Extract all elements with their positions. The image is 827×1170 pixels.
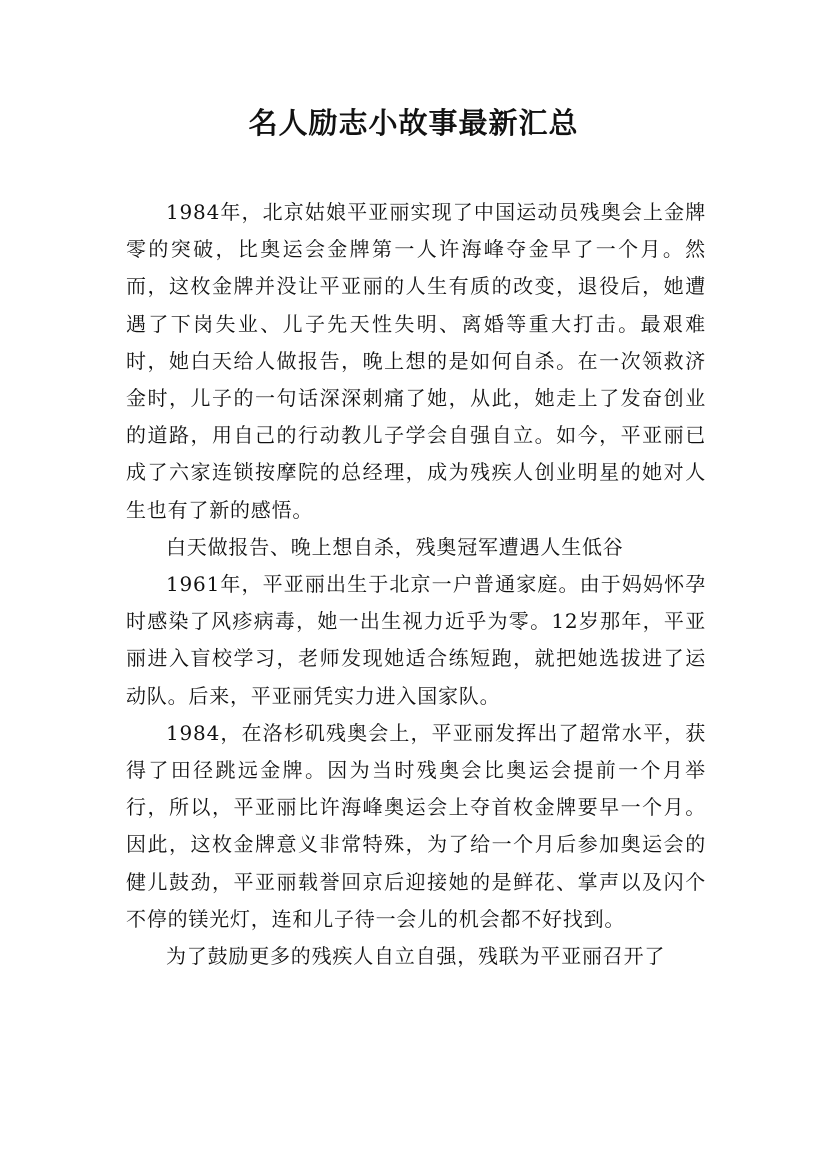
document-body	[126, 194, 706, 975]
paragraph-3: 1984，在洛杉矶残奥会上，平亚丽发挥出了超常水平，获得了田径跳远金牌。因为当时残奥会比奥运会提前一个月举行，所以，平亚丽比许海峰奥运会上夺首枚金牌要早一个月。因此，这枚金牌意义非常特殊，为了给一个月后参加奥运会的健儿鼓劲，平亚丽载誉回京后迎接她的是鲜花、掌声以及闪个不停的镁光灯，连和儿子待一会儿的机会都不好找到。	[126, 720, 706, 931]
paragraph-1: 1984年，北京姑娘平亚丽实现了中国运动员残奥会上金牌零的突破，比奥运会金牌第一人许海峰夺金早了一个月。然而，这枚金牌并没让平亚丽的人生有质的改变，退役后，她遭遇了下岗失业、儿子先天性失明、离婚等重大打击。最艰难时，她白天给人做报告，晚上想的是如何自杀。在一次领救济金时，儿子的一句话深深刺痛了她，从此，她走上了发奋创业的道路，用自己的行动教儿子学会自强自立。如今，平亚丽已成了六家连锁按摩院的总经理，成为残疾人创业明星的她对人生也有了新的感悟。	[126, 200, 706, 522]
section-heading: 白天做报告、晚上想自杀，残奥冠军遭遇人生低谷	[166, 534, 624, 559]
paragraph-4: 为了鼓励更多的残疾人自立自强，残联为平亚丽召开了	[166, 944, 666, 969]
paragraph-2: 1961年，平亚丽出生于北京一户普通家庭。由于妈妈怀孕时感染了风疹病毒，她一出生视力近乎为零。12岁那年，平亚丽进入盲校学习，老师发现她适合练短跑，就把她选拔进了运动队。后来，平亚丽凭实力进入国家队。	[126, 572, 706, 708]
document-title: 名人励志小故事最新汇总	[248, 106, 579, 140]
